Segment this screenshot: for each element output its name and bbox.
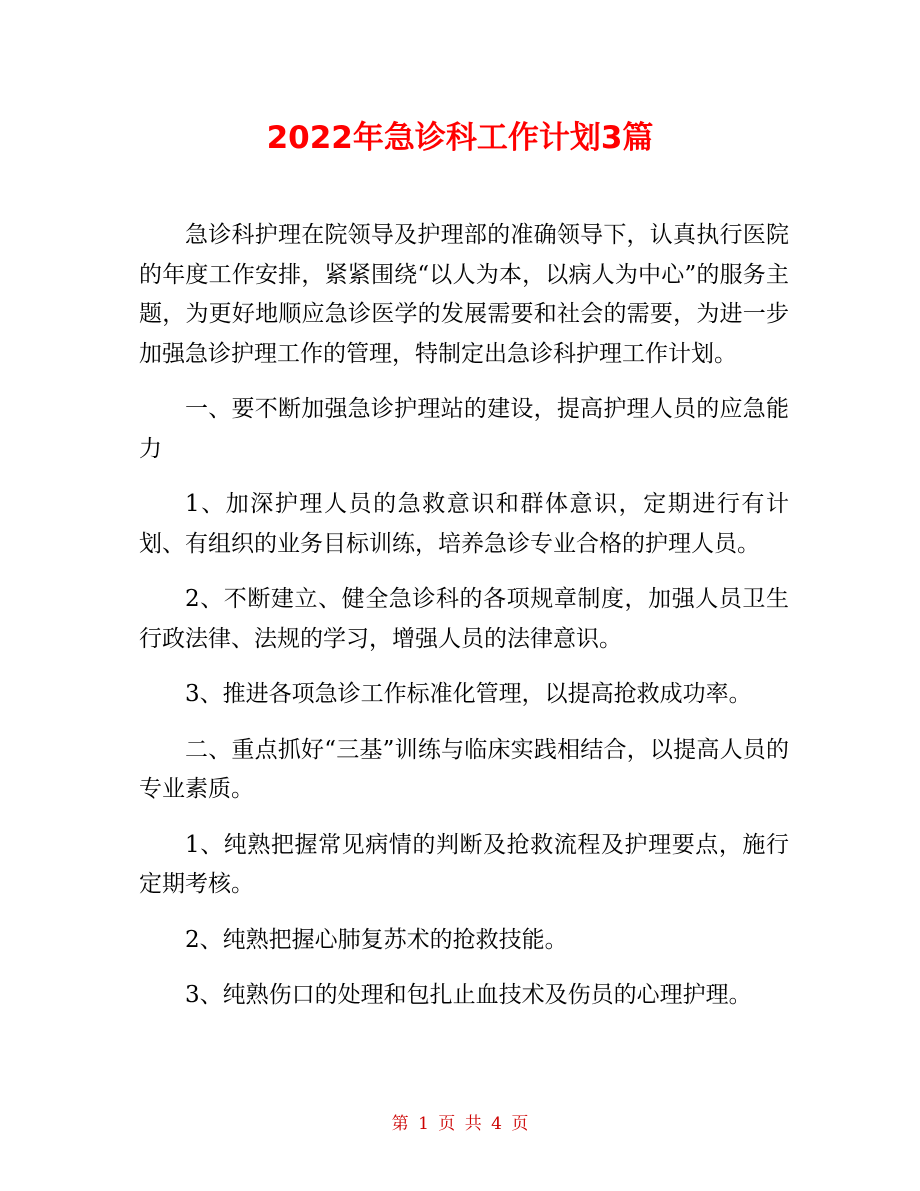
list-item: 2、不断建立、健全急诊科的各项规章制度，加强人员卫生行政法律、法规的学习，增强人员的法律意识。 (139, 586, 789, 652)
section-heading-1: 一、要不断加强急诊护理站的建设，提高护理人员的应急能力 (139, 396, 789, 462)
list-item: 3、纯熟伤口的处理和包扎止血技术及伤员的心理护理。 (185, 982, 752, 1008)
list-item: 1、加深护理人员的急救意识和群体意识，定期进行有计划、有组织的业务目标训练，培养急诊专业合格的护理人员。 (139, 491, 789, 557)
page-footer: 第 1 页 共 4 页 (391, 1114, 529, 1134)
paragraph-intro: 急诊科护理在院领导及护理部的准确领导下，认真执行医院的年度工作安排，紧紧围绕“以人为本，以病人为中心”的服务主题，为更好地顺应急诊医学的发展需要和社会的需要，为进一步加强急诊护理工作的管理，特制定出急诊科护理工作计划。 (139, 222, 789, 367)
document-body (139, 216, 789, 1032)
list-item: 2、纯熟把握心肺复苏术的抢救技能。 (185, 926, 568, 953)
list-item: 3、推进各项急诊工作标准化管理，以提高抢救成功率。 (185, 681, 752, 707)
list-item: 1、纯熟把握常见病情的判断及抢救流程及护理要点，施行定期考核。 (139, 831, 789, 897)
section-heading-2: 二、重点抓好“三基”训练与临床实践相结合，以提高人员的专业素质。 (139, 736, 789, 802)
page-title: 2022年急诊科工作计划3篇 (266, 120, 654, 156)
